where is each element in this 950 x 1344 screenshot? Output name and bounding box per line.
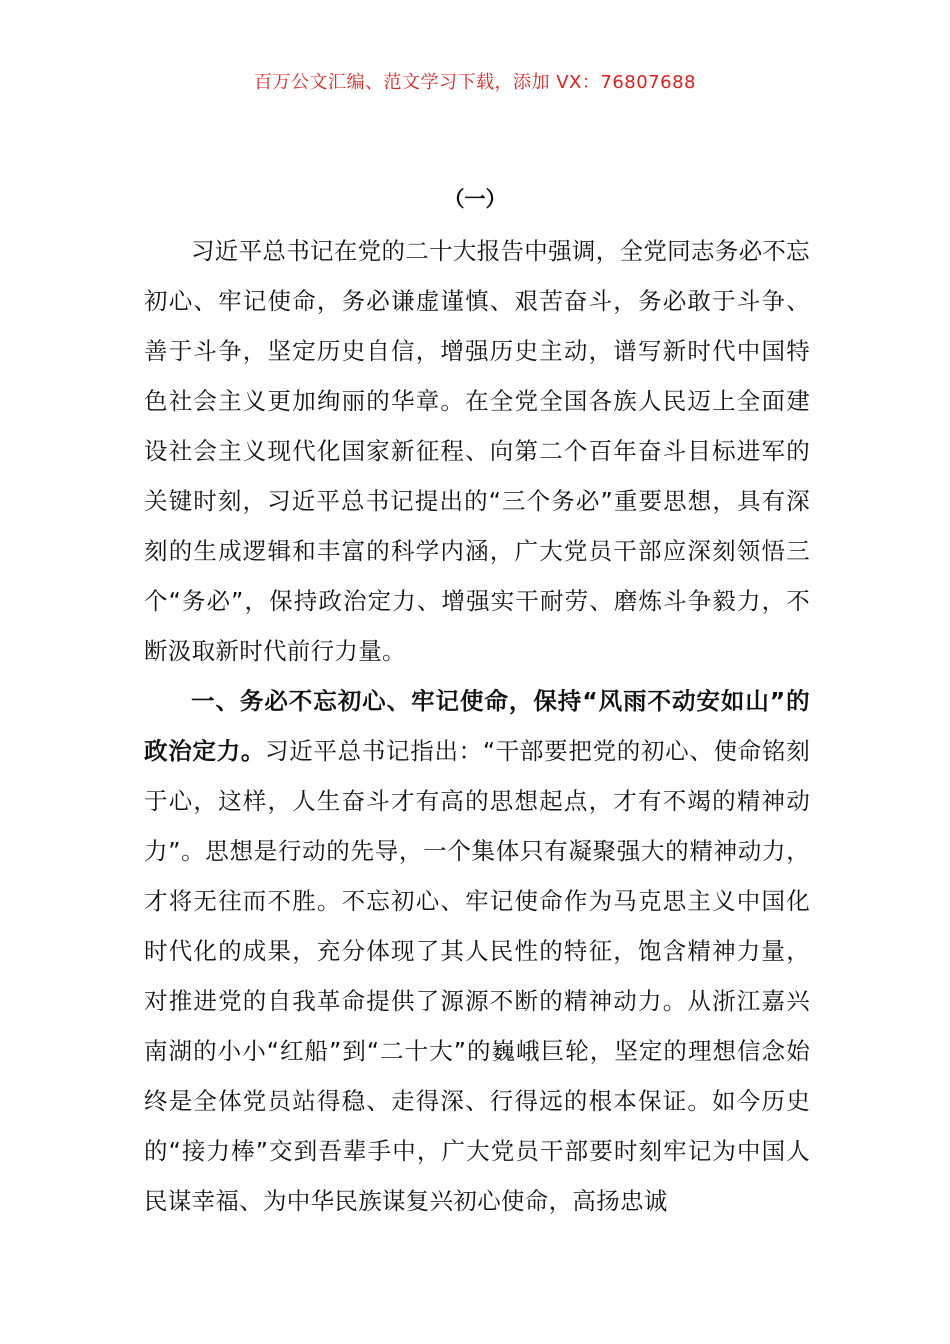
- paragraph-section-one: [144, 676, 810, 1226]
- section-title: （一）: [443, 187, 507, 211]
- document-body: [144, 226, 810, 1226]
- section-one-text: 习近平总书记指出：“干部要把党的初心、使命铭刻于心，这样，人生奋斗才有高的思想起点，才有不竭的精神动力”。思想是行动的先导，一个集体只有凝聚强大的精神动力，才将无往而不胜。不忘初心、牢记使命作为马克思主义中国化时代化的成果，充分体现了其人民性的特征，饱含精神力量，对推进党的自我革命提供了源源不断的精神动力。从浙江嘉兴南湖的小小“红船”到“二十大”的巍峨巨轮，坚定的理想信念始终是全体党员站得稳、走得深、行得远的根本保证。如今历史的“接力棒”交到吾辈手中，广大党员干部要时刻牢记为中国人民谋幸福、为中华民族谋复兴初心使命，高扬忠诚: [144, 737, 811, 1215]
- paragraph-intro: 习近平总书记在党的二十大报告中强调，全党同志务必不忘初心、牢记使命，务必谦虚谨慎、艰苦奋斗，务必敢于斗争、善于斗争，坚定历史自信，增强历史主动，谱写新时代中国特色社会主义更加绚丽的华章。在全党全国各族人民迈上全面建设社会主义现代化国家新征程、向第二个百年奋斗目标进军的关键时刻，习近平总书记提出的“三个务必”重要思想，具有深刻的生成逻辑和丰富的科学内涵，广大党员干部应深刻领悟三个“务必”，保持政治定力、增强实干耐劳、磨炼斗争毅力，不断汲取新时代前行力量。: [144, 237, 810, 665]
- download-notice: 百万公文汇编、范文学习下载，添加 VX：76807688: [254, 72, 696, 93]
- section-one-heading: 一、务必不忘初心、牢记使命，保持“风雨不动安如山”的政治定力。: [144, 687, 810, 765]
